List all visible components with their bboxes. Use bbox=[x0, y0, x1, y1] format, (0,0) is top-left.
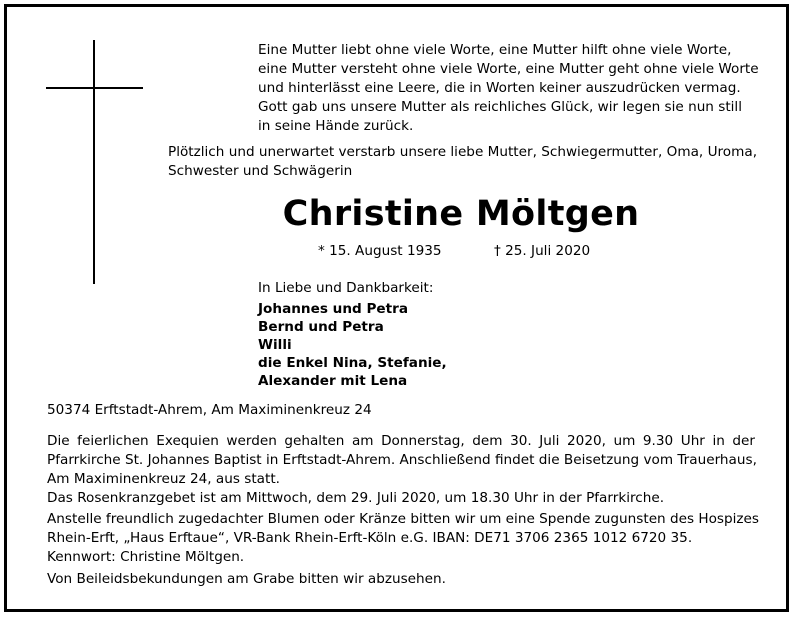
death-announcement-intro bbox=[168, 143, 758, 181]
family-list bbox=[258, 279, 447, 390]
family-member: Johannes und Petra bbox=[258, 301, 409, 317]
poem-line: eine Mutter versteht ohne viele Worte, eine Mutter geht ohne viele Worte bbox=[258, 61, 759, 77]
poem-line: und hinterlässt eine Leere, die in Worten keiner auszudrücken vermag. bbox=[258, 80, 741, 96]
family-heading: In Liebe und Dankbarkeit: bbox=[258, 280, 434, 296]
donation-line: Rhein-Erft, „Haus Erftaue“, VR-Bank Rhein-Erft-Köln e.G. IBAN: DE71 3706 2365 1012 6720 35. bbox=[47, 530, 693, 546]
cross-vertical-bar bbox=[93, 40, 95, 284]
cross-horizontal-bar bbox=[46, 87, 143, 89]
service-line: Pfarrkirche St. Johannes Baptist in Erftstadt-Ahrem. Anschließend findet die Beisetzung vom Trauerhaus, bbox=[47, 452, 757, 468]
poem-line: Eine Mutter liebt ohne viele Worte, eine Mutter hilft ohne viele Worte, bbox=[258, 42, 732, 58]
condolence-request: Von Beileidsbekundungen am Grabe bitten wir abzusehen. bbox=[47, 571, 446, 587]
death-date: † 25. Juli 2020 bbox=[494, 243, 591, 259]
deceased-name: Christine Möltgen bbox=[282, 194, 640, 234]
intro-line: Plötzlich und unerwartet verstarb unsere liebe Mutter, Schwiegermutter, Oma, Uroma, bbox=[168, 144, 758, 160]
family-member: Alexander mit Lena bbox=[258, 373, 408, 389]
donation-line: Kennwort: Christine Möltgen. bbox=[47, 549, 245, 565]
family-member: die Enkel Nina, Stefanie, bbox=[258, 355, 447, 371]
poem-line: Gott gab uns unsere Mutter als reichliches Glück, wir legen sie nun still bbox=[258, 99, 742, 115]
intro-line: Schwester und Schwägerin bbox=[168, 163, 353, 179]
funeral-service-info bbox=[47, 432, 755, 508]
service-line: Das Rosenkranzgebet ist am Mittwoch, dem 29. Juli 2020, um 18.30 Uhr in der Pfarrkirche. bbox=[47, 490, 665, 506]
service-line: Die feierlichen Exequien werden gehalten am Donnerstag, dem 30. Juli 2020, um 9.30 Uhr in der bbox=[47, 433, 755, 449]
mourning-house-address: 50374 Erftstadt-Ahrem, Am Maximinenkreuz 24 bbox=[47, 402, 372, 418]
poem bbox=[258, 41, 778, 136]
donation-info bbox=[47, 510, 759, 567]
birth-date: * 15. August 1935 bbox=[318, 243, 442, 259]
service-line: Am Maximinenkreuz 24, aus statt. bbox=[47, 471, 280, 487]
family-member: Willi bbox=[258, 337, 292, 353]
donation-line: Anstelle freundlich zugedachter Blumen oder Kränze bitten wir um eine Spende zugunsten des Hospizes bbox=[47, 511, 759, 527]
family-member: Bernd und Petra bbox=[258, 319, 384, 335]
poem-line: in seine Hände zurück. bbox=[258, 118, 414, 134]
